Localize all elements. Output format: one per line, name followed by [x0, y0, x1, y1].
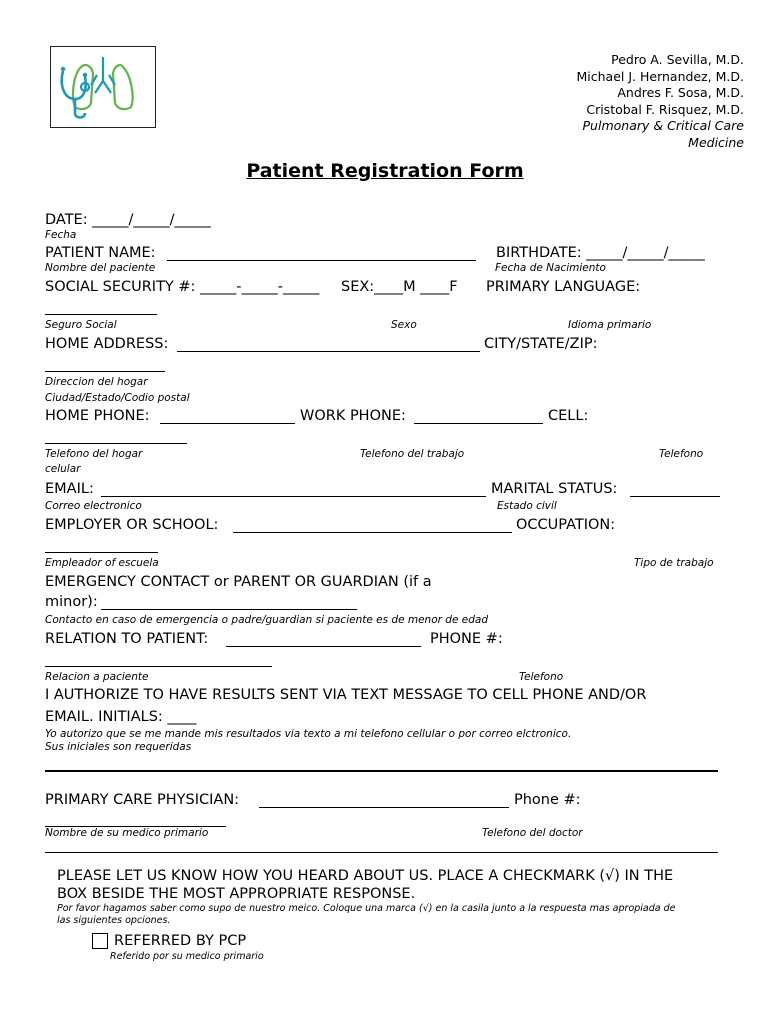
city-state-zip-label: CITY/STATE/ZIP:: [484, 336, 598, 352]
survey-instructions: PLEASE LET US KNOW HOW YOU HEARD ABOUT US. PLACE A CHECKMARK (√) IN THE: [57, 868, 674, 884]
referred-by-pcp-label-es: Referido por su medico primario: [110, 951, 264, 962]
home-phone-label: HOME PHONE:: [45, 408, 150, 424]
pcp-label: PRIMARY CARE PHYSICIAN:: [45, 792, 240, 808]
patient-name-label-es: Nombre del paciente: [45, 262, 156, 274]
stethoscope-lungs-logo-icon: [51, 47, 155, 127]
employer-input[interactable]: [233, 532, 512, 533]
authorize-text-es-2: Sus iniciales son requeridas: [45, 741, 192, 753]
emergency-contact-label: EMERGENCY CONTACT or PARENT OR GUARDIAN (if a: [45, 574, 432, 590]
ssn-label-es: Seguro Social: [45, 319, 117, 331]
cell-label-es-2: celular: [45, 463, 81, 475]
email-input[interactable]: [101, 496, 486, 497]
cell-input[interactable]: [45, 443, 187, 444]
referred-by-pcp-label: REFERRED BY PCP: [114, 933, 247, 949]
primary-language-input[interactable]: [45, 314, 157, 315]
city-label-es: Ciudad/Estado/Codio postal: [45, 392, 190, 404]
birthdate-label-es: Fecha de Nacimiento: [495, 262, 606, 274]
ssn-field[interactable]: SOCIAL SECURITY #: _____-_____-_____: [45, 279, 320, 295]
home-phone-input[interactable]: [160, 423, 295, 424]
work-phone-label-es: Telefono del trabajo: [360, 448, 465, 460]
relation-label-es: Relacion a paciente: [45, 671, 149, 683]
doctor-name: Cristobal F. Risquez, M.D.: [586, 101, 744, 117]
cell-label-es: Telefono: [659, 448, 704, 460]
occupation-input[interactable]: [45, 552, 158, 553]
doctor-list: [577, 52, 745, 151]
survey-instructions-2: BOX BESIDE THE MOST APPROPRIATE RESPONSE.: [57, 886, 416, 902]
referred-by-pcp-checkbox[interactable]: [92, 933, 108, 949]
phone-label-es: Telefono: [519, 671, 564, 683]
survey-instructions-es-2: las siguientes opciones.: [57, 915, 171, 926]
patient-name-label: PATIENT NAME:: [45, 245, 156, 261]
sex-label-es: Sexo: [391, 319, 417, 331]
emergency-contact-label-2: minor):: [45, 594, 98, 610]
marital-status-input[interactable]: [630, 496, 720, 497]
work-phone-input[interactable]: [414, 423, 543, 424]
work-phone-label: WORK PHONE:: [300, 408, 406, 424]
email-label-es: Correo electronico: [45, 500, 142, 512]
relation-label: RELATION TO PATIENT:: [45, 631, 209, 647]
authorize-text: I AUTHORIZE TO HAVE RESULTS SENT VIA TEXT MESSAGE TO CELL PHONE AND/OR: [45, 687, 647, 703]
email-label: EMAIL:: [45, 481, 94, 497]
date-label-es: Fecha: [45, 229, 77, 241]
emergency-label-es: Contacto en caso de emergencia o padre/guardian si paciente es de menor de edad: [45, 614, 488, 626]
occupation-label-es: Tipo de trabajo: [634, 557, 714, 569]
pcp-phone-label-es: Telefono del doctor: [482, 827, 583, 839]
home-phone-label-es: Telefono del hogar: [45, 448, 143, 460]
doctor-name: Andres F. Sosa, M.D.: [617, 85, 744, 100]
section-divider: [45, 852, 718, 853]
language-label-es: Idioma primario: [568, 319, 652, 331]
cell-label: CELL:: [548, 408, 589, 424]
page-title: Patient Registration Form: [246, 160, 524, 182]
initials-field[interactable]: EMAIL. INITIALS: ____: [45, 709, 197, 725]
marital-label-es: Estado civil: [497, 500, 557, 512]
birthdate-field[interactable]: BIRTHDATE: _____/_____/_____: [496, 245, 705, 261]
doctor-name: Michael J. Hernandez, M.D.: [576, 68, 744, 84]
emergency-contact-input[interactable]: [101, 609, 357, 610]
home-address-label: HOME ADDRESS:: [45, 336, 169, 352]
specialty-line: Medicine: [688, 134, 744, 150]
pcp-phone-label: Phone #:: [514, 792, 581, 808]
occupation-label: OCCUPATION:: [516, 517, 616, 533]
primary-language-label: PRIMARY LANGUAGE:: [486, 279, 641, 295]
emergency-phone-label: PHONE #:: [430, 631, 503, 647]
pcp-label-es: Nombre de su medico primario: [45, 827, 209, 839]
pcp-input[interactable]: [259, 807, 509, 808]
sex-field[interactable]: SEX:____M ____F: [341, 279, 458, 295]
patient-name-input[interactable]: [167, 260, 476, 261]
doctor-name: Pedro A. Sevilla, M.D.: [611, 52, 744, 67]
employer-label-es: Empleador of escuela: [45, 557, 159, 569]
home-address-input[interactable]: [177, 351, 480, 352]
section-divider: [45, 770, 718, 772]
address-label-es: Direccion del hogar: [45, 376, 148, 388]
marital-status-label: MARITAL STATUS:: [491, 481, 618, 497]
specialty-line: Pulmonary & Critical Care: [582, 118, 744, 133]
practice-logo: [50, 46, 156, 128]
relation-input[interactable]: [226, 646, 421, 647]
survey-instructions-es: Por favor hagamos saber como supo de nuestro meico. Coloque una marca (√) en la casila junto a la respuesta mas apropiada de: [57, 903, 676, 914]
date-field[interactable]: DATE: _____/_____/_____: [45, 212, 211, 228]
authorize-text-es: Yo autorizo que se me mande mis resultados via texto a mi telefono cellular o por correo elctronico.: [45, 728, 572, 740]
employer-label: EMPLOYER OR SCHOOL:: [45, 517, 219, 533]
emergency-phone-input[interactable]: [45, 666, 272, 667]
city-state-zip-input[interactable]: [45, 371, 165, 372]
